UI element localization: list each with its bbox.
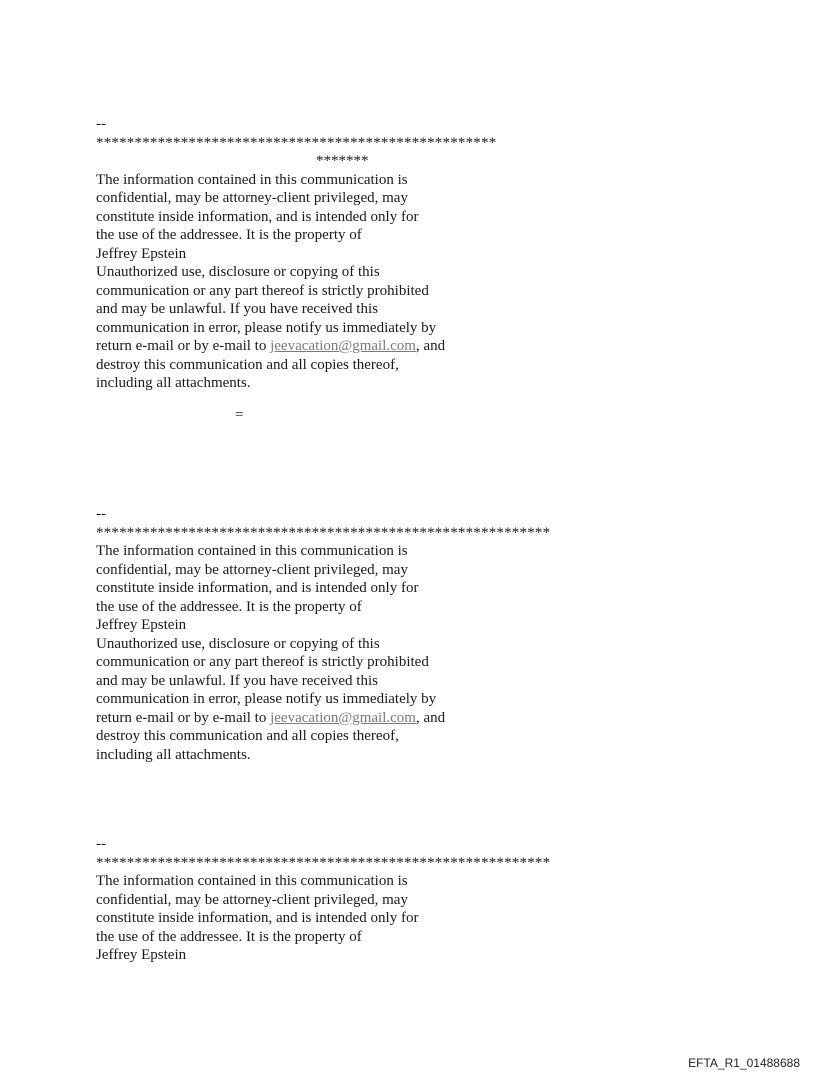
disclaimer-line: and may be unlawful. If you have received this xyxy=(96,301,378,317)
dash-separator: -- xyxy=(96,116,106,132)
disclaimer-block-3 xyxy=(96,835,550,965)
email-prefix: return e-mail or by e-mail to xyxy=(96,338,271,354)
email-prefix: return e-mail or by e-mail to xyxy=(96,709,271,726)
disclaimer-line: communication in error, please notify us immediately by xyxy=(96,319,437,336)
email-suffix: , and xyxy=(415,338,446,354)
disclaimer-line: constitute inside information, and is intended only for xyxy=(96,208,419,225)
dash-separator: -- xyxy=(96,836,106,852)
disclaimer-line: including all attachments. xyxy=(96,375,251,391)
dash-separator: -- xyxy=(96,506,106,522)
disclaimer-line: Unauthorized use, disclosure or copying of this xyxy=(96,635,380,652)
disclaimer-line: the use of the addressee. It is the property of xyxy=(96,928,362,945)
disclaimer-email-line xyxy=(96,337,496,356)
disclaimer-line: Unauthorized use, disclosure or copying of this xyxy=(96,264,380,280)
disclaimer-line: Jeffrey Epstein xyxy=(96,617,187,633)
disclaimer-line: communication or any part thereof is strictly prohibited xyxy=(96,654,429,670)
disclaimer-line: communication in error, please notify us immediately by xyxy=(96,691,437,707)
disclaimer-line: destroy this communication and all copies thereof, xyxy=(96,728,399,744)
disclaimer-line: including all attachments. xyxy=(96,746,251,763)
disclaimer-line: The information contained in this communication is xyxy=(96,171,408,188)
disclaimer-line: constitute inside information, and is intended only for xyxy=(96,910,419,926)
disclaimer-line: and may be unlawful. If you have received this xyxy=(96,672,378,689)
star-separator: *********************************************************** xyxy=(96,524,551,541)
disclaimer-line: Jeffrey Epstein xyxy=(96,245,187,262)
email-link[interactable]: jeevacation@gmail.com xyxy=(270,338,416,354)
email-suffix: , and xyxy=(415,709,446,726)
disclaimer-block-1 xyxy=(96,115,496,393)
disclaimer-line: constitute inside information, and is intended only for xyxy=(96,580,419,596)
disclaimer-email-line xyxy=(96,709,550,728)
disclaimer-line: confidential, may be attorney-client privileged, may xyxy=(96,190,408,206)
star-separator-continued: ******* xyxy=(316,153,369,169)
star-separator: **************************************************** xyxy=(96,134,497,151)
disclaimer-line: the use of the addressee. It is the property of xyxy=(96,227,362,243)
disclaimer-block-2 xyxy=(96,505,550,764)
disclaimer-line: The information contained in this communication is xyxy=(96,873,408,889)
disclaimer-line: The information contained in this communication is xyxy=(96,543,408,559)
disclaimer-line: destroy this communication and all copies thereof, xyxy=(96,356,399,373)
disclaimer-line: communication or any part thereof is strictly prohibited xyxy=(96,282,429,299)
document-id: EFTA_R1_01488688 xyxy=(688,1056,800,1070)
email-link[interactable]: jeevacation@gmail.com xyxy=(270,709,416,726)
star-separator: *********************************************************** xyxy=(96,854,551,871)
disclaimer-line: the use of the addressee. It is the property of xyxy=(96,598,362,615)
equals-separator: = xyxy=(235,407,244,423)
disclaimer-line: confidential, may be attorney-client privileged, may xyxy=(96,891,408,908)
disclaimer-line: Jeffrey Epstein xyxy=(96,947,187,963)
disclaimer-line: confidential, may be attorney-client privileged, may xyxy=(96,561,408,578)
